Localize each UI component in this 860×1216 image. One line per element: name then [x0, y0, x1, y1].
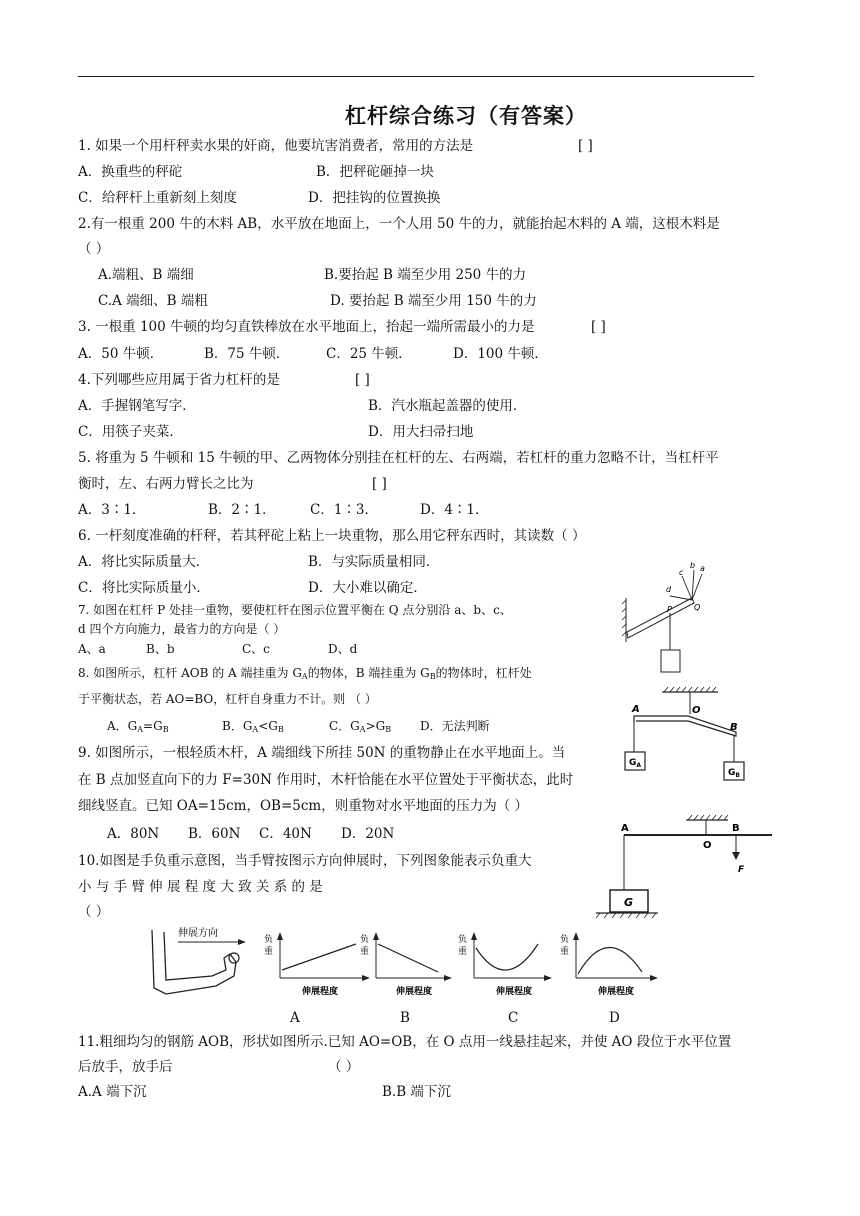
q4-option-b: B．汽水瓶起盖器的使用． — [368, 398, 527, 414]
q10-graph-a-ylabel-top: 负 — [264, 935, 274, 945]
q9-option-a: A．80N — [107, 826, 160, 842]
q9-option-d: D．20N — [341, 826, 395, 842]
q10-graph-c-ylabel-top: 负 — [458, 935, 468, 945]
q10-graph-b-ylabel-bot: 重 — [360, 947, 370, 957]
q7-weight — [661, 650, 680, 672]
q2-bracket: （ ） — [78, 241, 110, 257]
q1-stem: 1. 如果一个用杆秤卖水果的奸商，他要坑害消费者，常用的方法是 — [78, 138, 474, 154]
q10-ball — [229, 953, 239, 963]
q4-option-a: A．手握钢笔写字． — [78, 398, 196, 414]
q10-graph-b — [356, 928, 456, 1000]
q3-stem: 3. 一根重 100 牛顿的均匀直铁棒放在水平地面上，抬起一端所需最小的力是 — [78, 319, 535, 335]
q2-option-c: C.A 端细、B 端粗 — [98, 293, 208, 309]
q2-option-d: D. 要抬起 B 端至少用 150 牛的力 — [330, 293, 537, 309]
q1-option-d: D．把挂钩的位置换换 — [308, 190, 441, 206]
q9-stem-line3: 细线竖直。已知 OA=15cm，OB=5cm，则重物对水平地面的压力为（ ） — [78, 798, 529, 814]
q3-option-d: D．100 牛顿． — [453, 346, 548, 362]
q8-label-a: A — [632, 704, 640, 715]
q9-option-b: B．60N — [188, 826, 241, 842]
q2-option-a: A.端粗、B 端细 — [98, 267, 194, 283]
q10-option-a: A — [290, 1010, 300, 1026]
q7-stem-line1: 7. 如图在杠杆 P 处挂一重物，要使杠杆在图示位置平衡在 Q 点分别沿 a、b、c、 — [78, 603, 512, 617]
q10-arm-figure — [146, 924, 256, 1004]
q10-arm-outline — [152, 930, 236, 994]
q7-option-b: B、b — [146, 642, 175, 656]
q4-stem: 4.下列哪些应用属于省力杠杆的是 — [78, 372, 280, 388]
q7-option-d: D、d — [328, 642, 358, 656]
q8-stem-line2: 于平衡状态，若 AO=BO，杠杆自身重力不计。则 （ ） — [78, 692, 377, 706]
page-title: 杠杆综合练习（有答案） — [345, 103, 587, 128]
q7-label-d: d — [666, 585, 672, 594]
q10-graph-c-ylabel-bot: 重 — [458, 947, 468, 957]
q6-option-a: A．将比实际质量大． — [78, 554, 210, 570]
q4-bracket: [ ] — [355, 372, 370, 388]
q10-option-d: D — [609, 1010, 620, 1026]
q1-bracket: [ ] — [578, 138, 593, 154]
q5-option-c: C．1∶3． — [310, 502, 379, 518]
q10-graph-b-curve — [378, 944, 438, 972]
q10-graph-c — [456, 928, 556, 1000]
q9-label-f: F — [738, 865, 745, 875]
q11-stem-line1: 11.粗细均匀的钢筋 AOB，形状如图所示.已知 AO=OB，在 O 点用一线悬挂起来，并使 AO 段位于水平位置 — [78, 1034, 732, 1050]
q10-stem-line1: 10.如图是手负重示意图，当手臂按图示方向伸展时，下列图象能表示负重大 — [78, 853, 532, 869]
q9-label-b: B — [732, 823, 740, 834]
q7-option-a: A、a — [78, 642, 106, 656]
q9-label-a: A — [621, 823, 629, 834]
header-rule — [78, 76, 754, 77]
q8-label-b: B — [730, 722, 738, 733]
q5-stem-line1: 5. 将重为 5 牛顿和 15 牛顿的甲、乙两物体分别挂在杠杆的左、右两端，若杠杆的重力忽略不计，当杠杆平 — [78, 450, 719, 466]
q7-lever-bar — [627, 598, 694, 638]
q11-option-b: B.B 端下沉 — [382, 1084, 451, 1100]
q7-lever-figure — [622, 556, 705, 681]
q10-stem-line2: 小 与 手 臂 伸 展 程 度 大 致 关 系 的 是 — [78, 879, 323, 895]
q11-option-a: A.A 端下沉 — [78, 1084, 147, 1100]
q7-label-p: P — [667, 605, 672, 614]
q5-option-b: B．2∶1． — [208, 502, 276, 518]
q7-option-c: C、c — [242, 642, 270, 656]
q5-option-d: D．4∶1． — [420, 502, 489, 518]
q8-label-gb: $G_B$ — [728, 768, 740, 779]
q6-stem: 6. 一杆刻度准确的杆秤，若其秤砣上粘上一块重物，那么用它秤东西时，其读数（ ） — [78, 528, 586, 544]
q10-graph-d-xlabel: 伸展程度 — [598, 987, 635, 997]
q11-stem-line2: 后放手，放手后 — [78, 1059, 173, 1075]
q6-option-c: C．将比实际质量小． — [78, 580, 210, 596]
q11-bracket: （ ） — [328, 1059, 360, 1075]
q3-option-b: B．75 牛顿． — [204, 346, 290, 362]
q7-label-b: b — [690, 561, 696, 570]
q8-lever-figure — [622, 686, 752, 784]
q7-label-c: c — [679, 568, 684, 577]
q9-label-o: O — [703, 840, 712, 851]
q1-option-c: C．给秤杆上重新刻上刻度 — [78, 190, 237, 206]
q3-bracket: [ ] — [591, 319, 606, 335]
q10-stem-line3: （ ） — [78, 904, 110, 920]
q1-option-a: A．换重些的秤砣 — [78, 164, 183, 180]
q8-option-c: C．$G_A>G_B$ — [329, 719, 392, 734]
q4-option-d: D．用大扫帚扫地 — [368, 424, 474, 440]
q8-option-d: D．无法判断 — [420, 719, 490, 733]
q10-option-b: B — [400, 1010, 410, 1026]
q10-graph-d-ylabel-bot: 重 — [560, 947, 570, 957]
q10-graph-d — [558, 928, 662, 1000]
q9-stem-line2: 在 B 点加竖直向下的力 F=30N 作用时，木杆恰能在水平位置处于平衡状态，此时 — [78, 772, 574, 788]
q2-option-b: B.要抬起 B 端至少用 250 牛的力 — [324, 267, 527, 283]
q7-label-q: Q — [694, 603, 701, 612]
q10-graph-b-xlabel: 伸展程度 — [396, 987, 433, 997]
q3-option-a: A．50 牛顿． — [78, 346, 164, 362]
q8-option-a: A．$G_A=G_B$ — [107, 719, 169, 734]
q5-stem-line2: 衡时，左、右两力臂长之比为 — [78, 476, 254, 492]
q9-label-g: G — [624, 896, 634, 909]
q10-graph-a-xlabel: 伸展程度 — [302, 987, 339, 997]
q8-label-o: O — [692, 705, 701, 716]
q10-graph-d-ylabel-top: 负 — [560, 935, 570, 945]
q8-stem-line1: 8. 如图所示，杠杆 AOB 的 A 端挂重为 $G_A$的物体，B 端挂重为 $G_B$的物体时，杠杆处 — [78, 666, 532, 681]
q1-option-b: B．把秤砣砸掉一块 — [316, 164, 434, 180]
q3-option-c: C．25 牛顿． — [326, 346, 412, 362]
q9-option-c: C．40N — [259, 826, 312, 842]
q10-graph-c-curve — [476, 944, 538, 970]
q7-force-arrows — [670, 570, 702, 600]
q5-option-a: A．3∶1． — [78, 502, 146, 518]
q5-bracket: [ ] — [372, 476, 387, 492]
q6-option-d: D．大小难以确定． — [308, 580, 427, 596]
q10-graph-b-ylabel-top: 负 — [360, 935, 370, 945]
q6-option-b: B．与实际质量相同． — [308, 554, 440, 570]
q7-stem-line2: d 四个方向施力，最省力的方向是（ ） — [78, 622, 286, 636]
q10-arm-label: 伸展方向 — [178, 928, 218, 939]
q8-label-ga: $G_A$ — [629, 758, 642, 769]
q7-label-a: a — [700, 564, 705, 573]
q10-graph-a-curve — [282, 944, 356, 970]
q10-graph-a-ylabel-bot: 重 — [264, 947, 274, 957]
q4-option-c: C．用筷子夹菜． — [78, 424, 183, 440]
q10-graph-d-curve — [578, 947, 642, 974]
q8-option-b: B．$G_A<G_B$ — [222, 719, 284, 734]
q2-stem: 2.有一根重 200 牛的木料 AB，水平放在地面上，一个人用 50 牛的力，就能抬起木料的 A 端，这根木料是 — [78, 216, 720, 232]
q10-graph-a — [258, 928, 370, 1000]
q9-lever-figure — [596, 814, 776, 920]
q10-graph-c-xlabel: 伸展程度 — [496, 987, 533, 997]
q8-lever-bar — [634, 716, 736, 736]
q10-option-c: C — [508, 1010, 519, 1026]
q9-stem-line1: 9. 如图所示，一根轻质木杆，A 端细线下所挂 50N 的重物静止在水平地面上。当 — [78, 745, 566, 761]
